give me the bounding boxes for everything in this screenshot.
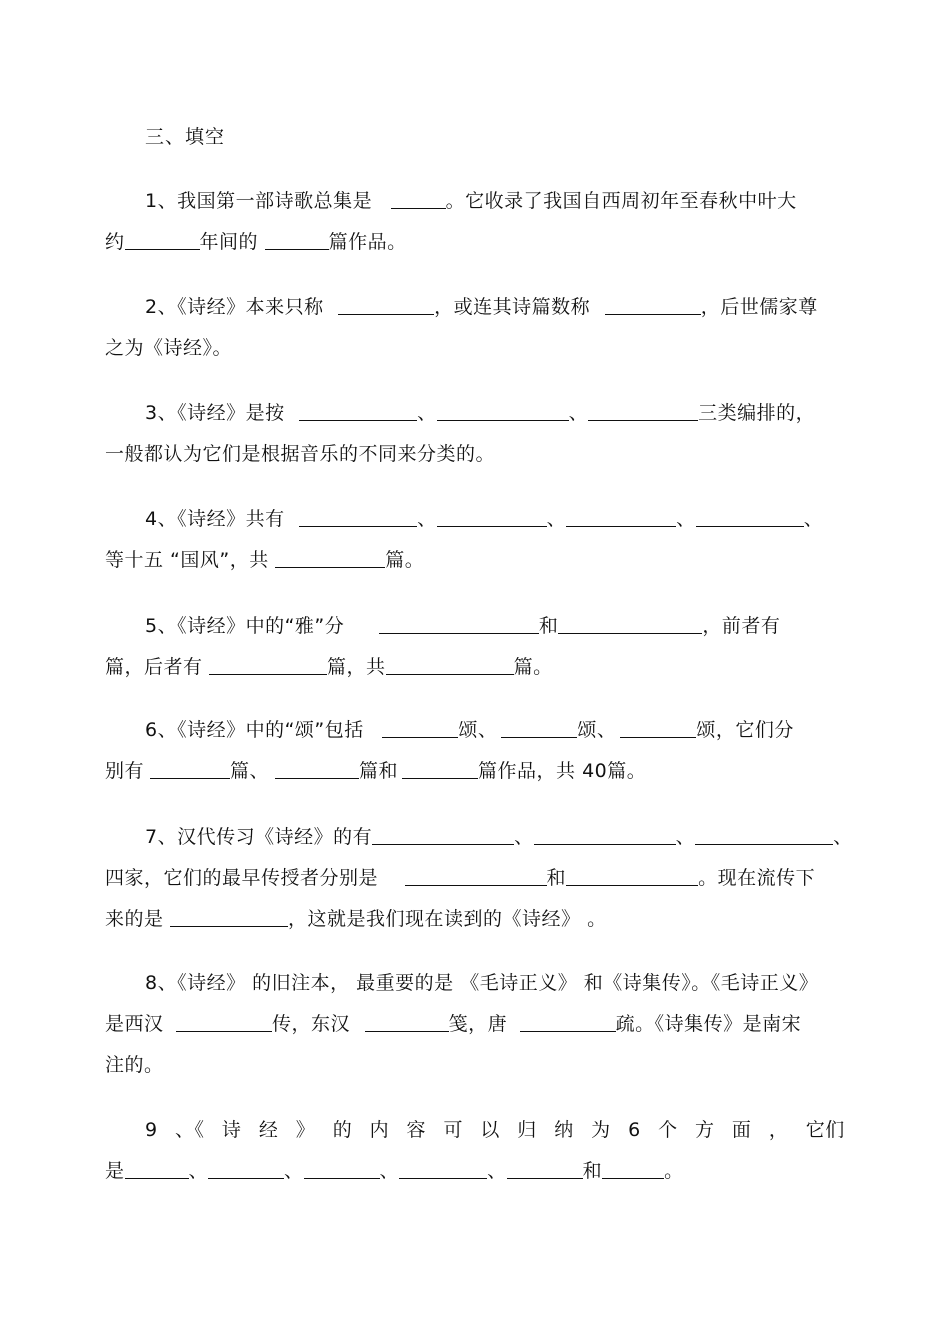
- q7-blank-2[interactable]: [534, 824, 676, 845]
- q5-text: 篇，共: [327, 656, 386, 678]
- q9-char: 纳: [554, 1119, 574, 1141]
- q6-text: 篇和: [359, 760, 399, 782]
- question-3: [105, 393, 845, 475]
- q6-blank-6[interactable]: [402, 758, 478, 779]
- q6-text: 颂，它们分: [696, 719, 794, 741]
- q5-blank-4[interactable]: [386, 654, 514, 675]
- q7-text: 四家，它们的最早传授者分别是: [105, 867, 385, 889]
- q2-text: 2、《诗经》本来只称: [145, 296, 331, 318]
- q3-blank-1[interactable]: [299, 400, 417, 421]
- q9-char: 它们: [805, 1119, 845, 1141]
- q5-blank-3[interactable]: [209, 654, 327, 675]
- q6-blank-3[interactable]: [620, 717, 696, 738]
- q5-blank-2[interactable]: [558, 613, 702, 634]
- q6-text: 篇、: [230, 760, 270, 782]
- q5-text: 5、《诗经》中的“雅”分: [145, 615, 351, 637]
- q2-text: ，后世儒家尊: [700, 296, 818, 318]
- separator: 、: [417, 508, 437, 530]
- q7-blank-6[interactable]: [170, 906, 288, 927]
- q6-blank-2[interactable]: [501, 717, 577, 738]
- q4-blank-4[interactable]: [696, 506, 804, 527]
- q2-text: 之为《诗经》。: [105, 337, 233, 359]
- q9-char: 归: [517, 1119, 537, 1141]
- q9-blank-6[interactable]: [602, 1158, 664, 1179]
- q6-text: 篇作品，共 40篇。: [478, 760, 647, 782]
- question-4: [105, 499, 845, 581]
- q9-blank-2[interactable]: [208, 1158, 284, 1179]
- section-title: 三、填空: [145, 126, 226, 148]
- q4-text: 4、《诗经》共有: [145, 508, 292, 530]
- q9-char: 容: [406, 1119, 427, 1141]
- q9-char: 面: [731, 1119, 752, 1141]
- q9-char: 内: [369, 1119, 390, 1141]
- q8-text: 是西汉: [105, 1013, 171, 1035]
- q6-blank-4[interactable]: [150, 758, 230, 779]
- q4-text: 篇。: [385, 549, 425, 571]
- separator: 、: [379, 1160, 400, 1182]
- q4-blank-2[interactable]: [437, 506, 547, 527]
- question-1: [105, 181, 845, 263]
- q6-text: 6、《诗经》中的“颂”包括: [145, 719, 371, 741]
- q3-blank-3[interactable]: [588, 400, 698, 421]
- q1-text: 。它收录了我国自西周初年至春秋中叶大: [445, 190, 797, 212]
- separator: 、: [514, 826, 534, 848]
- q9-char: 》: [295, 1119, 316, 1141]
- q4-blank-1[interactable]: [299, 506, 417, 527]
- q6-text: 颂、: [577, 719, 617, 741]
- q7-text: 7、汉代传习《诗经》的有: [145, 826, 373, 848]
- q6-blank-1[interactable]: [382, 717, 458, 738]
- question-7: [105, 817, 853, 940]
- q9-blank-1[interactable]: [125, 1158, 189, 1179]
- q4-blank-5[interactable]: [275, 547, 385, 568]
- q8-blank-2[interactable]: [365, 1011, 449, 1032]
- separator: 、: [546, 508, 567, 530]
- q2-blank-2[interactable]: [605, 294, 701, 315]
- q5-text: 篇，后者有: [105, 656, 210, 678]
- separator: 、: [487, 1160, 507, 1182]
- q3-text: 一般都认为它们是根据音乐的不同来分类的。: [105, 443, 496, 465]
- q9-char: 以: [480, 1119, 500, 1141]
- q7-blank-1[interactable]: [372, 824, 514, 845]
- q9-blank-4[interactable]: [399, 1158, 487, 1179]
- q1-text: 1、我国第一部诗歌总集是: [145, 190, 379, 212]
- q7-text: 和: [546, 867, 567, 889]
- q9-char: 6: [628, 1119, 641, 1141]
- q9-blank-5[interactable]: [507, 1158, 583, 1179]
- q1-text: 篇作品。: [328, 231, 407, 253]
- q7-blank-3[interactable]: [695, 824, 833, 845]
- q5-text: 和: [538, 615, 559, 637]
- question-9: [105, 1110, 845, 1192]
- question-8: [105, 963, 845, 1086]
- q8-text: 疏。《诗集传》是南宋: [615, 1013, 802, 1035]
- q9-blank-3[interactable]: [304, 1158, 380, 1179]
- q9-char: 经: [258, 1119, 279, 1141]
- q5-text: ，前者有: [702, 615, 781, 637]
- q2-blank-1[interactable]: [338, 294, 434, 315]
- q9-text: 。: [664, 1160, 684, 1182]
- q8-blank-1[interactable]: [176, 1011, 272, 1032]
- q3-blank-2[interactable]: [437, 400, 569, 421]
- q7-blank-4[interactable]: [405, 865, 547, 886]
- q9-char: 个: [658, 1119, 678, 1141]
- q5-blank-1[interactable]: [379, 613, 539, 634]
- q6-blank-5[interactable]: [275, 758, 359, 779]
- q1-text: 年间的: [199, 231, 265, 253]
- q2-text: ，或连其诗篇数称: [434, 296, 597, 318]
- q9-char: 为: [591, 1119, 611, 1141]
- q9-char: ，: [768, 1119, 789, 1141]
- q8-text: 传，东汉: [272, 1013, 357, 1035]
- q9-char: 可: [443, 1119, 463, 1141]
- q6-text: 别有: [105, 760, 145, 782]
- q9-text: 和: [582, 1160, 603, 1182]
- q4-blank-3[interactable]: [566, 506, 676, 527]
- separator: 、: [284, 1160, 304, 1182]
- q7-text: 来的是: [105, 908, 171, 930]
- separator: 、: [568, 402, 589, 424]
- q7-text: 。现在流传下: [698, 867, 816, 889]
- q8-text: 8、《诗经》 的旧注本， 最重要的是 《毛诗正义》 和《诗集传》。《毛诗正义》: [145, 972, 819, 994]
- separator: 、: [833, 826, 853, 848]
- q9-char: 的: [332, 1119, 353, 1141]
- question-5: [105, 606, 845, 688]
- q7-text: ，这就是我们现在读到的《诗经》 。: [288, 908, 607, 930]
- q8-blank-3[interactable]: [520, 1011, 616, 1032]
- q3-text: 三类编排的，: [698, 402, 816, 424]
- q9-text: 是: [105, 1160, 125, 1182]
- q9-char: 诗: [221, 1119, 242, 1141]
- q1-blank-1[interactable]: [391, 188, 446, 209]
- q9-char: 、《: [175, 1119, 205, 1141]
- question-6: [105, 710, 845, 792]
- q5-text: 篇。: [513, 656, 553, 678]
- separator: 、: [188, 1160, 209, 1182]
- q4-text: 等十五 “国风”，共: [105, 549, 276, 571]
- separator: 、: [675, 826, 696, 848]
- q7-blank-5[interactable]: [566, 865, 698, 886]
- q3-text: 3、《诗经》是按: [145, 402, 292, 424]
- q9-justified-line: [105, 1110, 845, 1151]
- q1-text: 约: [105, 231, 125, 253]
- separator: 、: [803, 508, 824, 530]
- q9-char: 9: [145, 1119, 158, 1141]
- q9-char: 方: [694, 1119, 715, 1141]
- q1-blank-3[interactable]: [265, 229, 329, 250]
- separator: 、: [417, 402, 437, 424]
- q6-text: 颂、: [458, 719, 498, 741]
- question-2: [105, 287, 845, 369]
- q1-blank-2[interactable]: [125, 229, 200, 250]
- separator: 、: [676, 508, 696, 530]
- q8-text: 笺，唐: [448, 1013, 514, 1035]
- q8-text: 注的。: [105, 1054, 164, 1076]
